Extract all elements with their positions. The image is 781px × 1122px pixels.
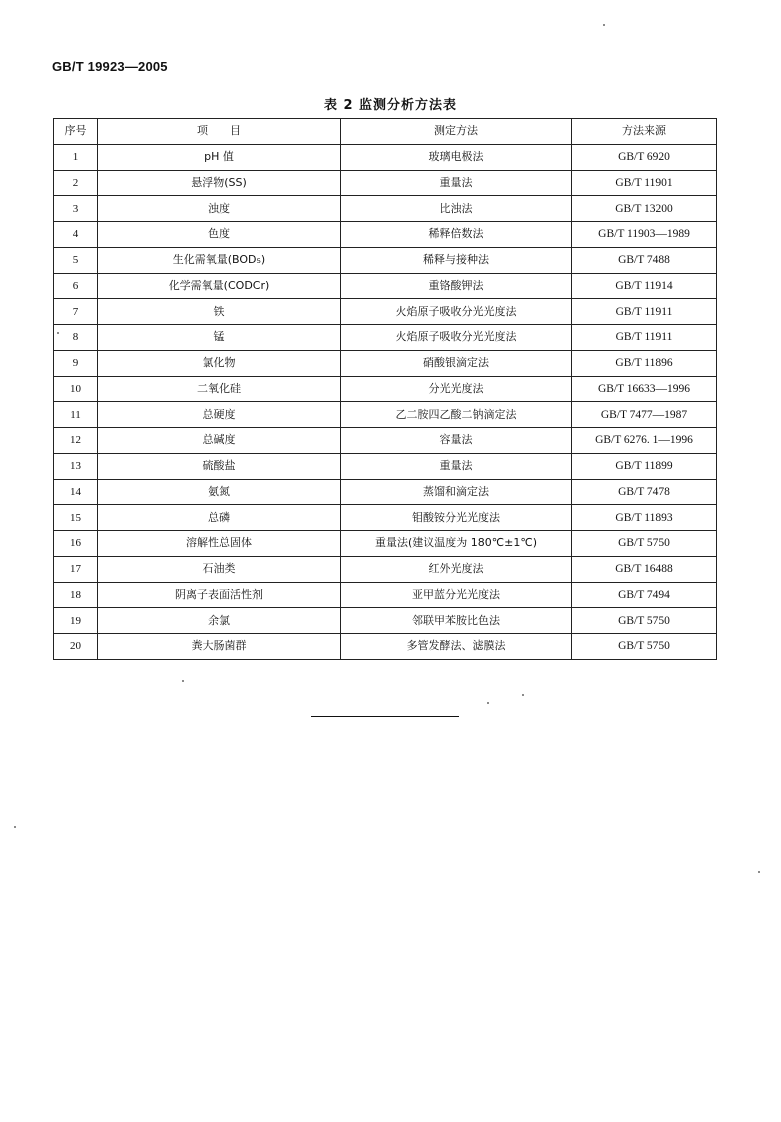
row-source-cell: GB/T 5750	[572, 531, 717, 557]
table-row	[54, 582, 717, 608]
row-item-cell: 粪大肠菌群	[98, 634, 341, 660]
row-item-cell: 溶解性总固体	[98, 531, 341, 557]
row-source-cell: GB/T 11896	[572, 350, 717, 376]
row-method-cell: 火焰原子吸收分光光度法	[341, 325, 572, 351]
header-seq: 序号	[54, 119, 98, 145]
table-row	[54, 479, 717, 505]
row-item-cell: 氯化物	[98, 350, 341, 376]
row-method-cell: 重量法(建议温度为 180℃±1℃)	[341, 531, 572, 557]
row-seq-cell: 1	[54, 144, 98, 170]
table-row	[54, 556, 717, 582]
table-row	[54, 247, 717, 273]
table-row	[54, 222, 717, 248]
row-method-cell: 容量法	[341, 428, 572, 454]
row-item-cell: 二氧化硅	[98, 376, 341, 402]
row-seq-cell: 7	[54, 299, 98, 325]
header-source: 方法来源	[572, 119, 717, 145]
row-seq-cell: 17	[54, 556, 98, 582]
table-row	[54, 325, 717, 351]
table-row	[54, 299, 717, 325]
row-seq-cell: 10	[54, 376, 98, 402]
table-row	[54, 428, 717, 454]
row-method-cell: 稀释倍数法	[341, 222, 572, 248]
header-item: 项 目	[98, 119, 341, 145]
scan-speck	[14, 826, 16, 828]
row-source-cell: GB/T 11914	[572, 273, 717, 299]
row-seq-cell: 11	[54, 402, 98, 428]
table-row	[54, 505, 717, 531]
row-source-cell: GB/T 11903—1989	[572, 222, 717, 248]
table-row	[54, 453, 717, 479]
row-seq-cell: 20	[54, 634, 98, 660]
row-item-cell: pH 值	[98, 144, 341, 170]
scan-speck	[57, 332, 59, 334]
row-method-cell: 蒸馏和滴定法	[341, 479, 572, 505]
row-item-cell: 悬浮物(SS)	[98, 170, 341, 196]
row-method-cell: 邻联甲苯胺比色法	[341, 608, 572, 634]
row-method-cell: 红外光度法	[341, 556, 572, 582]
row-source-cell: GB/T 16488	[572, 556, 717, 582]
row-seq-cell: 4	[54, 222, 98, 248]
row-seq-cell: 3	[54, 196, 98, 222]
row-item-cell: 浊度	[98, 196, 341, 222]
row-source-cell: GB/T 7477—1987	[572, 402, 717, 428]
row-source-cell: GB/T 6276. 1—1996	[572, 428, 717, 454]
scan-speck	[758, 871, 760, 873]
row-item-cell: 总碱度	[98, 428, 341, 454]
table-row	[54, 350, 717, 376]
row-item-cell: 硫酸盐	[98, 453, 341, 479]
row-source-cell: GB/T 11901	[572, 170, 717, 196]
row-item-cell: 色度	[98, 222, 341, 248]
row-seq-cell: 8	[54, 325, 98, 351]
table-row	[54, 196, 717, 222]
scan-speck	[182, 680, 184, 682]
row-seq-cell: 14	[54, 479, 98, 505]
standard-number: GB/T 19923—2005	[52, 59, 168, 74]
row-item-cell: 锰	[98, 325, 341, 351]
row-method-cell: 亚甲蓝分光光度法	[341, 582, 572, 608]
row-item-cell: 生化需氧量(BOD₅)	[98, 247, 341, 273]
table-caption: 表 2 监测分析方法表	[323, 98, 458, 113]
row-item-cell: 铁	[98, 299, 341, 325]
row-item-cell: 氨氮	[98, 479, 341, 505]
row-method-cell: 玻璃电极法	[341, 144, 572, 170]
row-item-cell: 石油类	[98, 556, 341, 582]
row-source-cell: GB/T 16633—1996	[572, 376, 717, 402]
table-row	[54, 273, 717, 299]
scan-speck	[603, 24, 605, 26]
row-item-cell: 总磷	[98, 505, 341, 531]
row-method-cell: 乙二胺四乙酸二钠滴定法	[341, 402, 572, 428]
row-item-cell: 阴离子表面活性剂	[98, 582, 341, 608]
row-source-cell: GB/T 6920	[572, 144, 717, 170]
row-source-cell: GB/T 11911	[572, 299, 717, 325]
row-seq-cell: 2	[54, 170, 98, 196]
row-seq-cell: 16	[54, 531, 98, 557]
row-source-cell: GB/T 7488	[572, 247, 717, 273]
row-method-cell: 比浊法	[341, 196, 572, 222]
row-seq-cell: 6	[54, 273, 98, 299]
row-item-cell: 化学需氧量(CODCr)	[98, 273, 341, 299]
scan-speck	[487, 702, 489, 704]
row-source-cell: GB/T 5750	[572, 608, 717, 634]
row-seq-cell: 18	[54, 582, 98, 608]
row-source-cell: GB/T 11899	[572, 453, 717, 479]
row-source-cell: GB/T 5750	[572, 634, 717, 660]
row-item-cell: 总硬度	[98, 402, 341, 428]
row-method-cell: 重铬酸钾法	[341, 273, 572, 299]
end-of-section-rule	[311, 716, 459, 717]
row-method-cell: 重量法	[341, 453, 572, 479]
table-row	[54, 634, 717, 660]
row-seq-cell: 13	[54, 453, 98, 479]
row-seq-cell: 9	[54, 350, 98, 376]
table-row	[54, 402, 717, 428]
row-method-cell: 分光光度法	[341, 376, 572, 402]
table-row	[54, 608, 717, 634]
table-row	[54, 144, 717, 170]
row-method-cell: 钼酸铵分光光度法	[341, 505, 572, 531]
table-row	[54, 170, 717, 196]
row-source-cell: GB/T 11911	[572, 325, 717, 351]
table-row	[54, 376, 717, 402]
header-method: 测定方法	[341, 119, 572, 145]
table-body	[54, 144, 717, 659]
scan-speck	[522, 694, 524, 696]
row-item-cell: 余氯	[98, 608, 341, 634]
row-method-cell: 稀释与接种法	[341, 247, 572, 273]
row-source-cell: GB/T 7494	[572, 582, 717, 608]
row-source-cell: GB/T 13200	[572, 196, 717, 222]
row-source-cell: GB/T 11893	[572, 505, 717, 531]
row-method-cell: 重量法	[341, 170, 572, 196]
table-row	[54, 531, 717, 557]
row-source-cell: GB/T 7478	[572, 479, 717, 505]
table-header-row	[54, 119, 717, 145]
row-seq-cell: 15	[54, 505, 98, 531]
row-seq-cell: 5	[54, 247, 98, 273]
row-seq-cell: 19	[54, 608, 98, 634]
row-method-cell: 多管发酵法、滤膜法	[341, 634, 572, 660]
row-seq-cell: 12	[54, 428, 98, 454]
row-method-cell: 火焰原子吸收分光光度法	[341, 299, 572, 325]
monitoring-methods-table	[53, 118, 717, 660]
row-method-cell: 硝酸银滴定法	[341, 350, 572, 376]
